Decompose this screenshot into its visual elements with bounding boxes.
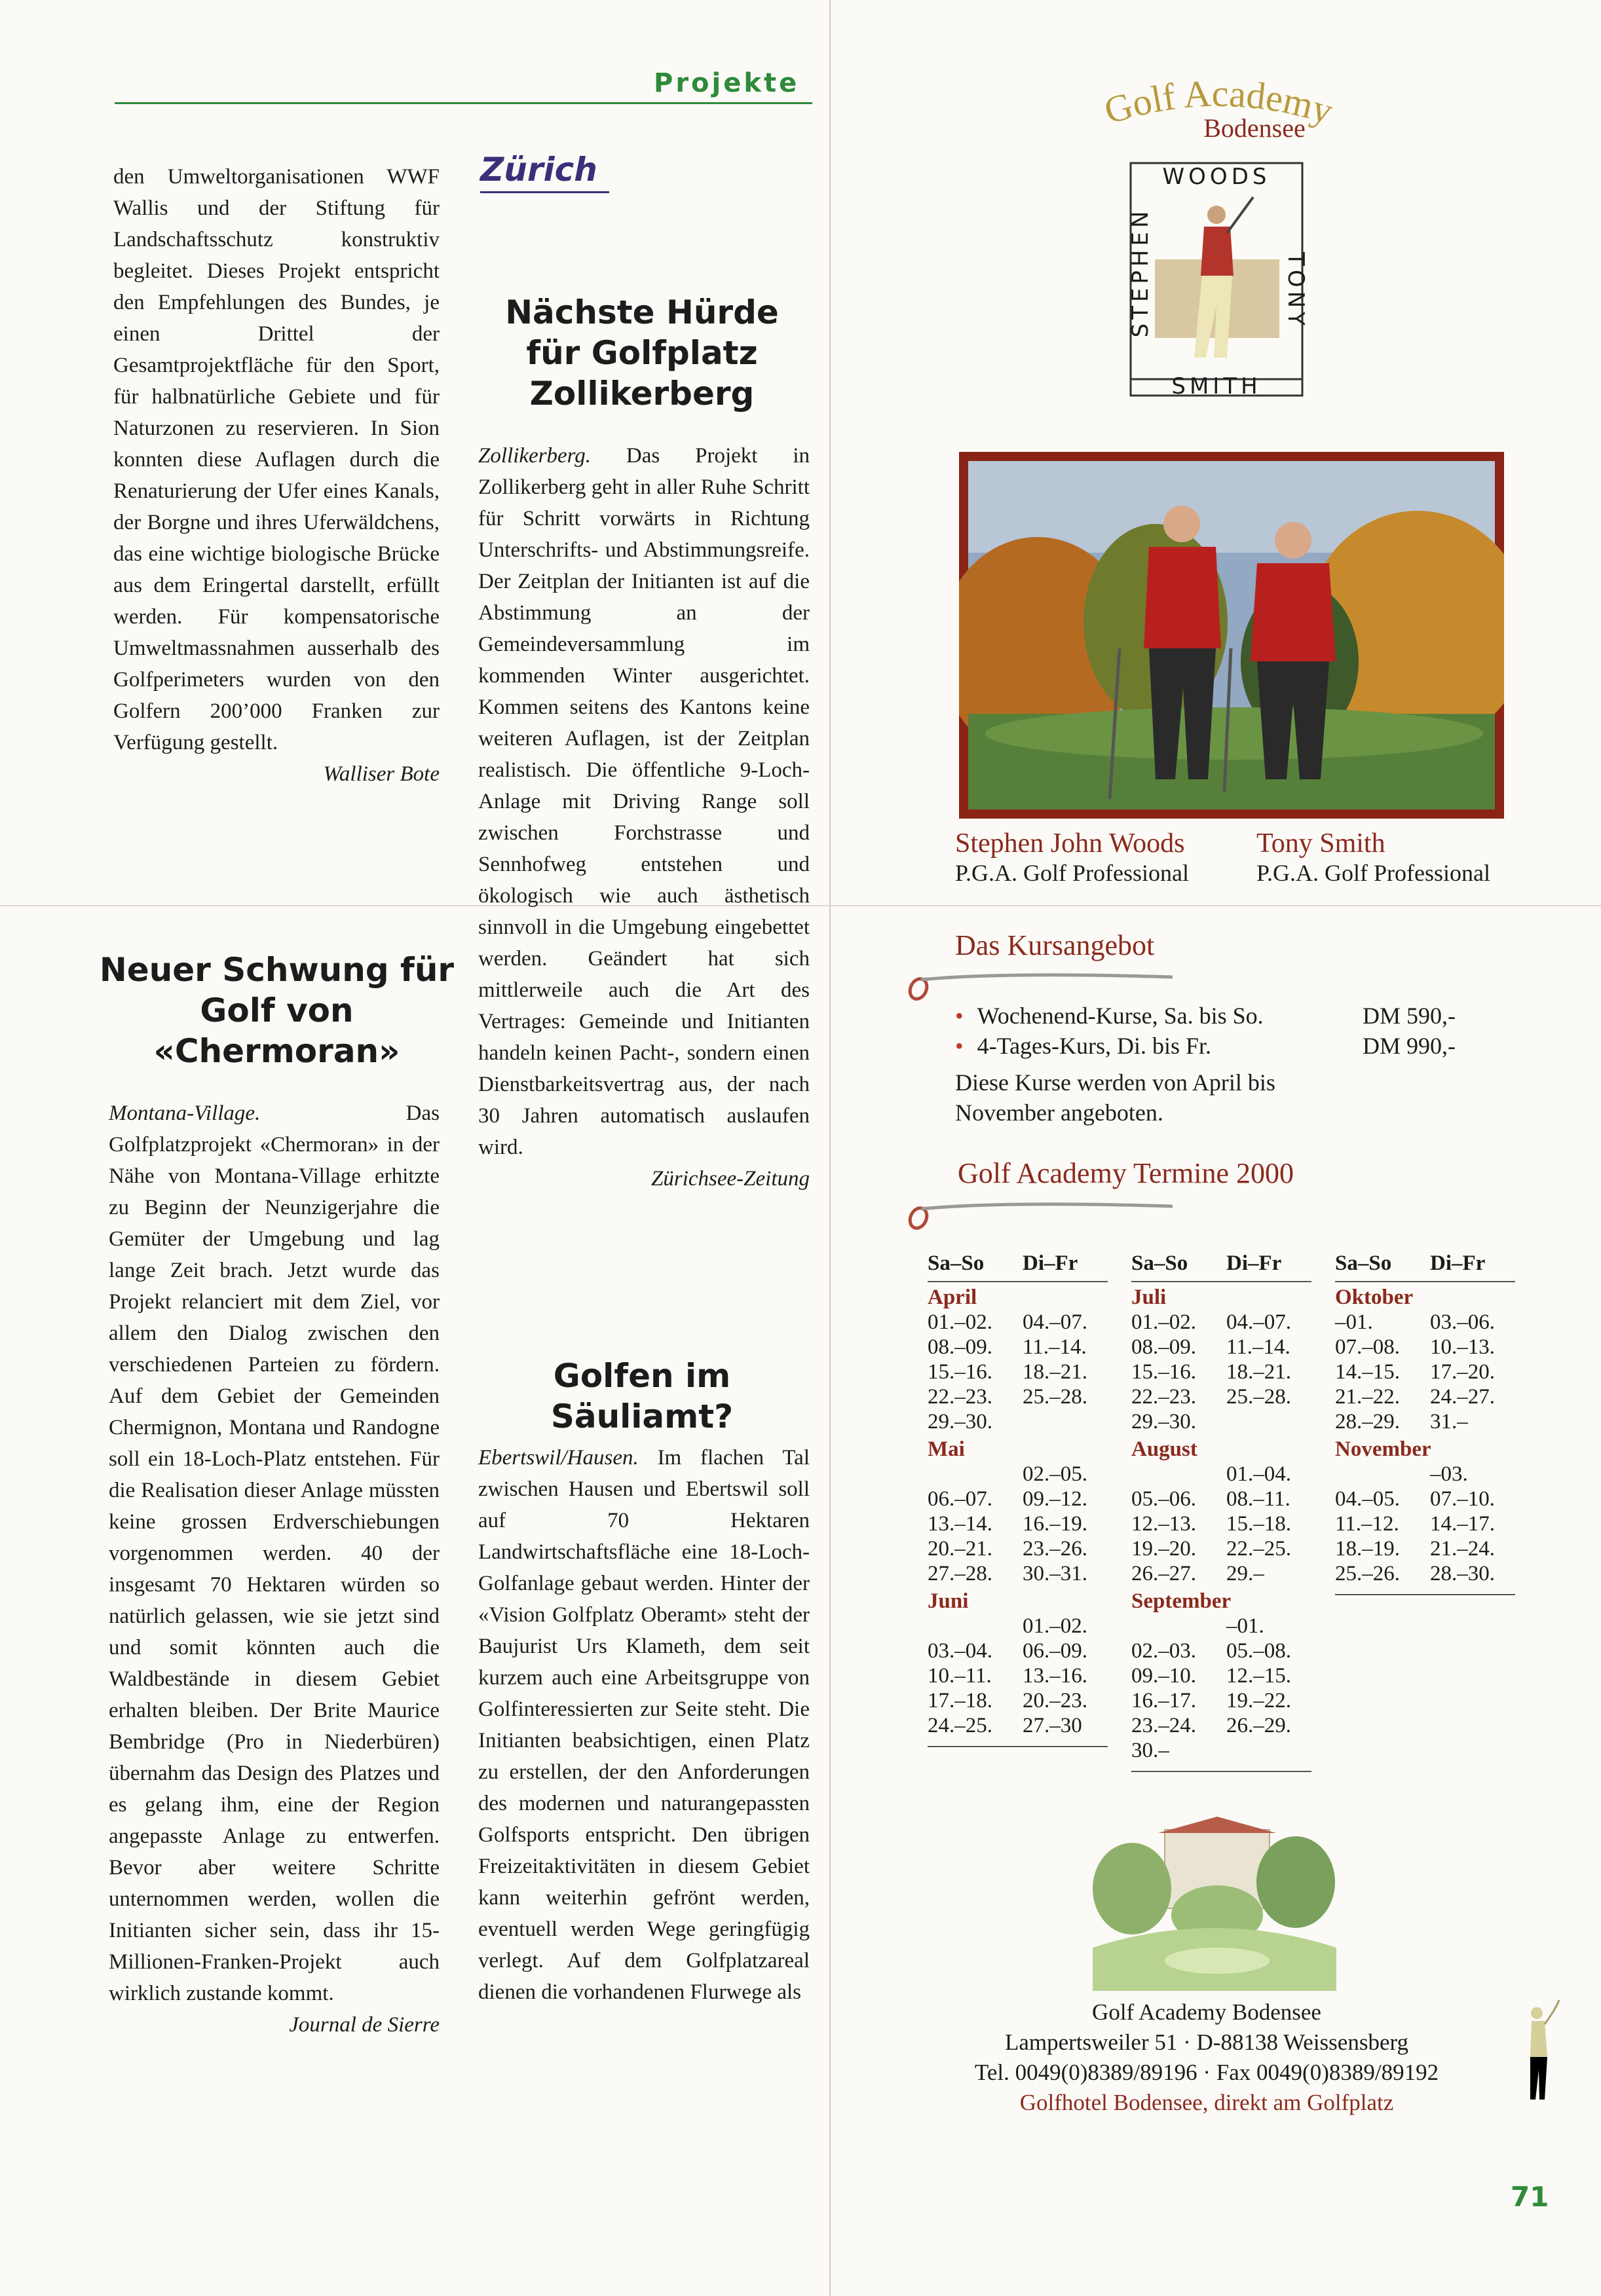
weekend-date: 03.–04. [928,1639,992,1663]
schedule-month: Mai [928,1437,965,1461]
weekend-date: 26.–27. [1131,1562,1196,1585]
schedule-table [1131,1251,1311,1772]
weekend-date: 21.–22. [1335,1385,1400,1409]
schedule-row [928,1639,1108,1663]
weekend-date [1131,1614,1226,1639]
weekday-date: 09.–12. [1023,1487,1087,1511]
academy-address [905,1997,1508,2118]
golfer-sketch-icon [1511,1995,1563,2105]
header-rule [115,102,812,104]
weekday-date: 01.–04. [1226,1462,1291,1486]
weekday-date: 25.–28. [1226,1385,1291,1409]
headline-chermoran: Neuer Schwung für Golf von «Chermoran» [99,951,455,1070]
schedule-month: Oktober [1335,1286,1414,1309]
schedule-row [1131,1561,1311,1586]
weekday-date: 30.–31. [1023,1562,1087,1585]
address-name: Golf Academy Bodensee [1092,1999,1321,2025]
schedule-table [928,1251,1108,1747]
schedule-heading: Golf Academy Termine 2000 [958,1157,1294,1189]
weekend-date: 28.–29. [1335,1410,1400,1434]
schedule-row [928,1561,1108,1586]
weekday-date: 15.–18. [1226,1512,1291,1536]
weekday-date: 27.–30 [1023,1714,1082,1737]
schedule-footer-rule [1335,1586,1515,1595]
weekend-date: –01. [1335,1310,1373,1334]
schedule-group-2 [1131,1251,1311,1772]
schedule-row [1131,1462,1311,1487]
weekend-date: 22.–23. [1131,1385,1196,1409]
article-zollikerberg [478,440,810,1194]
weekday-date: 10.–13. [1430,1335,1495,1359]
weekend-date: 27.–28. [928,1562,992,1585]
logo-text-arc: Golf Academy [1099,73,1338,133]
schedule-column-header: Di–Fr [1430,1251,1515,1282]
badge-left-text: STEPHEN [1127,207,1154,338]
weekend-date: 05.–06. [1131,1487,1196,1511]
weekend-date: 29.–30. [928,1410,992,1434]
schedule-row [928,1663,1108,1688]
dateline: Ebertswil/Hausen. [478,1446,639,1470]
weekday-date: 28.–30. [1430,1562,1495,1585]
dateline: Zollikerberg. [478,444,592,468]
schedule-row [928,1384,1108,1409]
course-2-price: DM 990,- [1363,1033,1456,1059]
woods-smith-badge [1127,161,1309,400]
weekday-date: 26.–29. [1226,1714,1291,1737]
weekday-date: 04.–07. [1226,1310,1291,1334]
weekday-date: 08.–11. [1226,1487,1290,1511]
weekday-date: 06.–09. [1023,1639,1087,1663]
weekday-date [1226,1738,1311,1763]
weekday-date: 24.–27. [1430,1385,1495,1409]
weekday-date: 07.–10. [1430,1487,1495,1511]
schedule-month: September [1131,1589,1232,1613]
badge-frame [1129,161,1304,400]
schedule-row [1131,1738,1311,1763]
weekend-date: 18.–19. [1335,1537,1400,1561]
article-chermoran-body [109,1098,440,2009]
weekend-date: 13.–14. [928,1512,992,1536]
schedule-footer-rule [928,1738,1108,1747]
weekday-date: 19.–22. [1226,1689,1291,1713]
schedule-row [928,1688,1108,1713]
intro-paragraph: den Umweltorganisationen WWF Wallis und der Stiftung für Landschaftsschutz konstruktiv begleitet. Dieses Projekt entspricht den Empfehlungen des Bundes, je einen Drittel der Gesamtprojektfläche für den Sport, für halbnatürliche Gebiete und für Naturzonen zu reservieren. In Sion konnten diese Auflagen durch die Renaturierung der Ufer eines Kanals, der Borgne und ihres Uferwäldchens, das eine wichtige biologische Brücke aus dem Eringertal darstellt, erfüllt werden. Für kompensatorische Umweltmassnahmen ausserhalb des Golfperimeters wurden von den Golfern 200’000 Franken zur Verfügung gestellt. [113,165,440,754]
weekend-date [1335,1462,1430,1487]
pros-photo [959,452,1504,819]
intro-source: Walliser Bote [323,762,440,786]
schedule-column-header: Di–Fr [1023,1251,1108,1282]
weekend-date: 01.–02. [1131,1310,1196,1334]
weekend-date: 10.–11. [928,1664,992,1688]
schedule-month: April [928,1286,977,1309]
schedule-row [1335,1384,1515,1409]
schedule-row [1335,1511,1515,1536]
schedule-group-3 [1335,1251,1515,1595]
schedule-row [1131,1639,1311,1663]
weekday-date [1226,1409,1311,1434]
schedule-row [928,1487,1108,1511]
weekday-date: –01. [1226,1614,1264,1638]
article-source: Journal de Sierre [289,2013,440,2037]
weekend-date: 02.–03. [1131,1639,1196,1663]
page-number: 71 [1511,2181,1549,2213]
schedule-table [1335,1251,1515,1595]
weekend-date [928,1614,1023,1639]
weekend-date: 22.–23. [928,1385,992,1409]
schedule-row [1131,1360,1311,1384]
schedule-row [1131,1487,1311,1511]
schedule-row [928,1614,1108,1639]
schedule-row [1131,1409,1311,1434]
course-2-name: 4-Tages-Kurs, Di. bis Fr. [977,1033,1212,1059]
address-street: Lampertsweiler 51 · D-88138 Weissensberg [1004,2029,1409,2055]
schedule-column-header: Sa–So [1335,1251,1430,1282]
weekend-date: 07.–08. [1335,1335,1400,1359]
schedule-row [928,1310,1108,1335]
weekend-date [928,1462,1023,1487]
headline-saeuliamt: Golfen im Säuliamt? [550,1357,734,1435]
pro-2-title: P.G.A. Golf Professional [1256,860,1490,886]
schedule-row [1335,1360,1515,1384]
pro-1-title: P.G.A. Golf Professional [955,860,1189,886]
weekend-date: 29.–30. [1131,1410,1196,1434]
weekday-date: 02.–05. [1023,1462,1087,1486]
section-label: Projekte [654,68,800,98]
courses-note: Diese Kurse werden von April bis November angeboten. [955,1069,1275,1126]
region-label: Zürich [480,151,597,189]
region-rule [480,191,609,193]
weekday-date: 18.–21. [1226,1360,1291,1384]
schedule-month: August [1131,1437,1197,1461]
weekend-date: 11.–12. [1335,1512,1399,1536]
weekday-date: 13.–16. [1023,1664,1087,1688]
weekday-date: 04.–07. [1023,1310,1087,1334]
schedule-row [1335,1536,1515,1561]
headline-zollikerberg: Nächste Hürde für Golfplatz Zollikerberg [505,293,779,413]
schedule-footer-rule [1131,1763,1311,1771]
weekday-date: 18.–21. [1023,1360,1087,1384]
schedule-month: November [1335,1437,1431,1461]
schedule-row [1335,1487,1515,1511]
schedule-row [1131,1335,1311,1360]
schedule-column-header: Sa–So [928,1251,1023,1282]
body-text: Das Golfplatzprojekt «Chermoran» in der Nähe von Montana-Village erhitzte zu Beginn der Neunzigerjahre die Gemüter der Umgebung und lag lange Zeit brach. Jetzt wurde das Projekt relanciert mit dem Ziel, vor allem den Dialog zwischen den verschiedenen Parteien zu fördern. Auf dem Gebiet der Gemeinden Chermignon, Montana und Randogne soll ein 18-Loch-Platz entstehen. Für die Realisation dieser Anlage müssten keine grossen Erdverschiebungen vorgenommen werden. 40 der insgesamt 70 Hektaren würden so natürlich gelassen, wie sie jetzt sind und somit könnten auch die Waldbestände in diesem Gebiet erhalten bleiben. Der Brite Maurice Bembridge (Pro in Niederbüren) übernahm das Design des Platzes und es gelang ihm, eine der Region angepasste Anlage zu entwerfen. Bevor aber weitere Schritte unternommen werden, wollen die Initianten sicher sein, dass ihr 15-Millionen-Franken-Projekt auch wirklich zustande kommt. [109,1102,440,2005]
course-1-name: Wochenend-Kurse, Sa. bis So. [977,1003,1264,1029]
weekend-date: 14.–15. [1335,1360,1400,1384]
schedule-row [928,1536,1108,1561]
weekday-date [1023,1409,1108,1434]
schedule-row [928,1713,1108,1738]
weekend-date: 24.–25. [928,1714,992,1737]
bullet-icon: • [955,1003,964,1029]
pro-2 [1256,828,1490,887]
golf-hotel-illustration [1093,1817,1336,1991]
schedule-row [1131,1536,1311,1561]
weekday-date: 16.–19. [1023,1512,1087,1536]
schedule-row [1131,1688,1311,1713]
body-text: Im flachen Tal zwischen Hausen und Ebertswil soll auf 70 Hektaren Landwirtschaftsfläche eine 18-Loch-Golfanlage gebaut werden. Hinter der «Vision Golfplatz Oberamt» steht der Baujurist Urs Klameth, dem seit kurzem auch eine Arbeitsgruppe von Golfinteressierten zur Seite steht. Die Initianten beabsichtigen, einen Platz zu erstellen, der den Anforderungen des modernen und naturangepassten Golfsports entspricht. Den übrigen Freizeitaktivitäten in diesem Gebiet kann weiterhin gefrönt werden, eventuell werden Wege geringfügig verlegt. Auf dem Golfplatzareal dienen die vorhandenen Flurwege als [478,1446,810,2004]
weekend-date: 16.–17. [1131,1689,1196,1713]
article-source: Zürichsee-Zeitung [651,1167,810,1191]
schedule-row [928,1462,1108,1487]
weekend-date: 09.–10. [1131,1664,1196,1688]
course-item-2 [955,1031,1466,1061]
weekend-date: 30.– [1131,1739,1169,1762]
course-item-1 [955,1001,1466,1031]
weekday-date: 11.–14. [1023,1335,1087,1359]
address-phone: Tel. 0049(0)8389/89196 · Fax 0049(0)8389/89192 [974,2060,1439,2085]
badge-right-text: TONY [1283,252,1309,329]
weekend-date: 08.–09. [928,1335,992,1359]
weekday-date: 22.–25. [1226,1537,1291,1561]
pro-1-name: Stephen John Woods [955,828,1185,859]
weekday-date: 17.–20. [1430,1360,1495,1384]
schedule-group-1 [928,1251,1108,1747]
schedule-column-header: Di–Fr [1226,1251,1311,1282]
address-hotel: Golfhotel Bodensee, direkt am Golfplatz [1019,2090,1394,2115]
weekend-date: 15.–16. [928,1360,992,1384]
weekend-date: 01.–02. [928,1310,992,1334]
article-saeuliamt [478,1442,810,2008]
weekday-date: 14.–17. [1430,1512,1495,1536]
weekend-date: 23.–24. [1131,1714,1196,1737]
schedule-row [1131,1310,1311,1335]
schedule-row [1335,1310,1515,1335]
weekday-date: 23.–26. [1023,1537,1087,1561]
article-zollikerberg-body [478,440,810,1163]
weekday-date: 12.–15. [1226,1664,1291,1688]
weekend-date [1131,1462,1226,1487]
weekday-date: 05.–08. [1226,1639,1291,1663]
weekday-date: 11.–14. [1226,1335,1290,1359]
schedule-column-header: Sa–So [1131,1251,1226,1282]
weekday-date: 21.–24. [1430,1537,1495,1561]
weekend-date: 20.–21. [928,1537,992,1561]
weekday-date: 01.–02. [1023,1614,1087,1638]
schedule-row [928,1360,1108,1384]
bullet-icon: • [955,1033,964,1059]
pro-1 [955,828,1189,887]
dateline: Montana-Village. [109,1102,261,1125]
pro-2-name: Tony Smith [1256,828,1385,859]
article-chermoran [109,1098,440,2041]
schedule-row [1131,1713,1311,1738]
logo-subtitle: Bodensee [1203,113,1306,143]
weekday-date: –03. [1430,1462,1468,1486]
schedule-row [1131,1663,1311,1688]
weekday-date: 31.– [1430,1410,1468,1434]
weekday-date: 29.– [1226,1562,1264,1585]
schedule-row [928,1511,1108,1536]
weekday-date: 25.–28. [1023,1385,1087,1409]
weekend-date: 06.–07. [928,1487,992,1511]
schedule-row [1131,1511,1311,1536]
course-1-price: DM 590,- [1363,1003,1456,1029]
schedule-row [1131,1384,1311,1409]
weekday-date: 03.–06. [1430,1310,1495,1334]
weekend-date: 12.–13. [1131,1512,1196,1536]
courses-list [955,1001,1466,1128]
schedule-row [1335,1462,1515,1487]
schedule-row [928,1335,1108,1360]
column-1 [113,161,440,790]
schedule-swoosh-icon [904,1197,1179,1236]
weekend-date: 04.–05. [1335,1487,1400,1511]
weekend-date: 15.–16. [1131,1360,1196,1384]
weekend-date: 17.–18. [928,1689,992,1713]
weekend-date: 08.–09. [1131,1335,1196,1359]
weekday-date: 20.–23. [1023,1689,1087,1713]
schedule-row [928,1409,1108,1434]
schedule-month: Juni [928,1589,969,1613]
courses-heading: Das Kursangebot [955,929,1155,961]
schedule-row [1131,1614,1311,1639]
page-fold-vertical [829,0,831,2296]
schedule-row [1335,1409,1515,1434]
schedule-row [1335,1335,1515,1360]
schedule-row [1335,1561,1515,1586]
badge-bottom-text: SMITH [1171,373,1262,399]
weekend-date: 19.–20. [1131,1537,1196,1561]
body-text: Das Projekt in Zollikerberg geht in aller Ruhe Schritt für Schritt vorwärts in Richtung Unterschrifts- und Abstimmungsreife. Der Zeitplan der Initianten ist auf die Abstimmung an der Gemeindeversammlung im kommenden Winter ausgerichtet. Kommen seitens des Kantons keine weiteren Auflagen, ist der Zeitplan realistisch. Die öffentliche 9-Loch-Anlage mit Driving Range soll zwischen Forchstrasse und Sennhofweg entstehen und ökologisch wie auch ästhetisch sinnvoll in die Umgebung eingebettet werden. Geändert hat sich mittlerweile auch die Art des Vertrages: Gemeinde und Initianten handeln keinen Pacht-, sondern einen Dienstbarkeitsvertrag aus, der nach 30 Jahren automatisch auslaufen wird. [478,444,810,1159]
article-saeuliamt-body [478,1442,810,2008]
schedule-month: Juli [1131,1286,1167,1309]
weekend-date: 25.–26. [1335,1562,1400,1585]
badge-top-text: WOODS [1162,164,1271,190]
